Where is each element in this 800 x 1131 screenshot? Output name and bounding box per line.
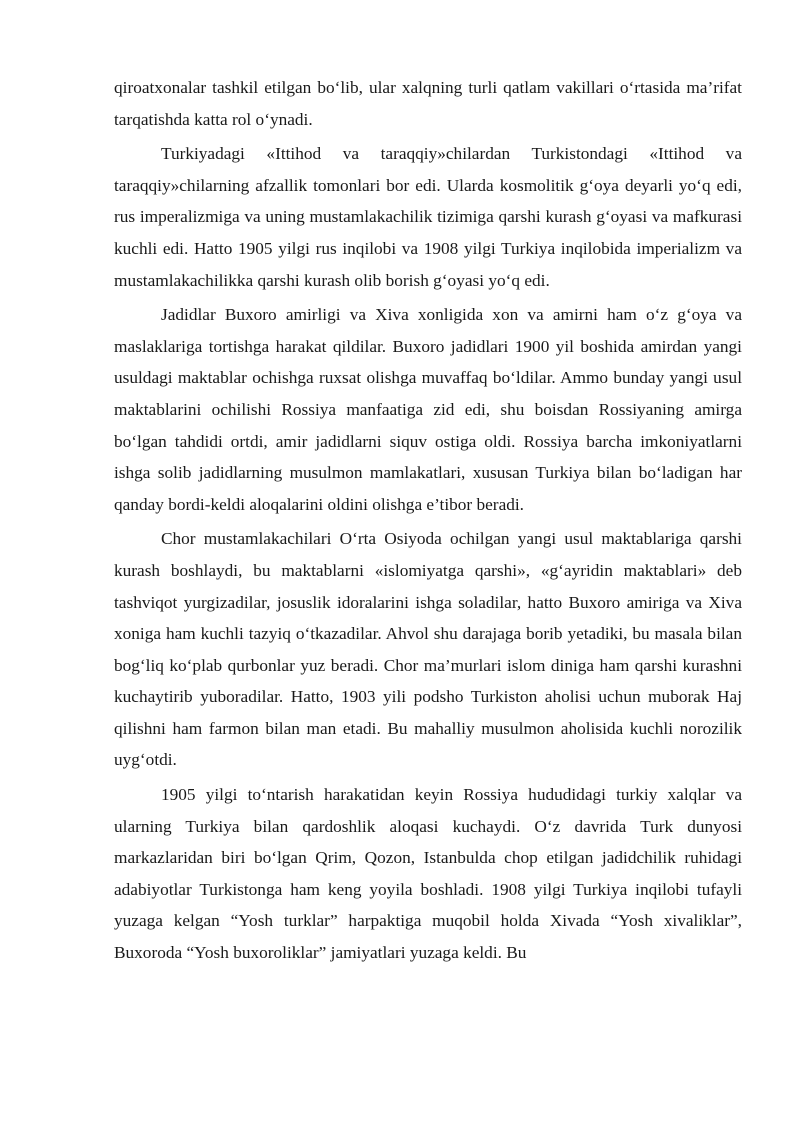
paragraph-jadidlar: Jadidlar Buxoro amirligi va Xiva xonligida xon va amirni ham o‘z g‘oya va maslaklariga tortishga harakat qildilar. Buxoro jadidlari 1900 yil boshida amirdan yangi usuldagi maktablar ochishga ruxsat olishga muvaffaq bo‘ldilar. Ammo bunday yangi usul maktablarini ochilishi Rossiya manfaatiga zid edi, shu boisdan Rossiyaning amirga bo‘lgan tahdidi ortdi, amir jadidlarni siquv ostiga oldi. Rossiya barcha imkoniyatlarni ishga solib jadidlarning musulmon mamlakatlari, xususan Turkiya bilan bo‘ladigan har qanday bordi-keldi aloqalarini oldini olishga e’tibor beradi. xyxy=(114,305,742,514)
paragraph-chor-mustamlakachilari: Chor mustamlakachilari O‘rta Osiyoda ochilgan yangi usul maktablariga qarshi kurash boshlaydi, bu maktablarni «islomiyatga qarshi», «g‘ayridin maktablari» deb tashviqot yurgizadilar, josuslik idoralarini ishga soladilar, hatto Buxoro amiriga va Xiva xoniga ham kuchli tazyiq o‘tkazadilar. Ahvol shu darajaga borib yetadiki, bu masala bilan bog‘liq ko‘plab qurbonlar yuz beradi. Chor ma’murlari islom diniga ham qarshi kurashni kuchaytirib yuboradilar. Hatto, 1903 yili podsho Turkiston aholisi uchun muborak Haj qilishni ham farmon bilan man etadi. Bu mahalliy musulmon aholisida kuchli norozilik uyg‘otdi. xyxy=(114,529,742,770)
paragraph-1905-yilgi: 1905 yilgi to‘ntarish harakatidan keyin Rossiya hududidagi turkiy xalqlar va ularning Turkiya bilan qardoshlik aloqasi kuchaydi. O‘z davrida Turk dunyosi markazlaridan biri bo‘lgan Qrim, Qozon, Istanbulda chop etilgan jadidchilik ruhidagi adabiyotlar Turkistonga ham keng yoyila boshladi. 1908 yilgi Turkiya inqilobi tufayli yuzaga kelgan “Yosh turklar” harpaktiga muqobil holda Xivada “Yosh xivaliklar”, Buxoroda “Yosh buxoroliklar” jamiyatlari yuzaga keldi. Bu xyxy=(114,785,742,963)
document-page xyxy=(114,72,742,972)
paragraph-continuation: qiroatxonalar tashkil etilgan bo‘lib, ular xalqning turli qatlam vakillari o‘rtasida ma’rifat tarqatishda katta rol o‘ynadi. xyxy=(114,78,742,129)
paragraph-ittihod: Turkiyadagi «Ittihod va taraqqiy»chilardan Turkistondagi «Ittihod va taraqqiy»chilarning afzallik tomonlari bor edi. Ularda kosmolitik g‘oya deyarli yo‘q edi, rus imperalizmiga va uning mustamlakachilik tizimiga qarshi kurash g‘oyasi va mafkurasi kuchli edi. Hatto 1905 yilgi rus inqilobi va 1908 yilgi Turkiya inqilobida imperializm va mustamlakachilikka qarshi kurash olib borish g‘oyasi yo‘q edi. xyxy=(114,144,742,290)
